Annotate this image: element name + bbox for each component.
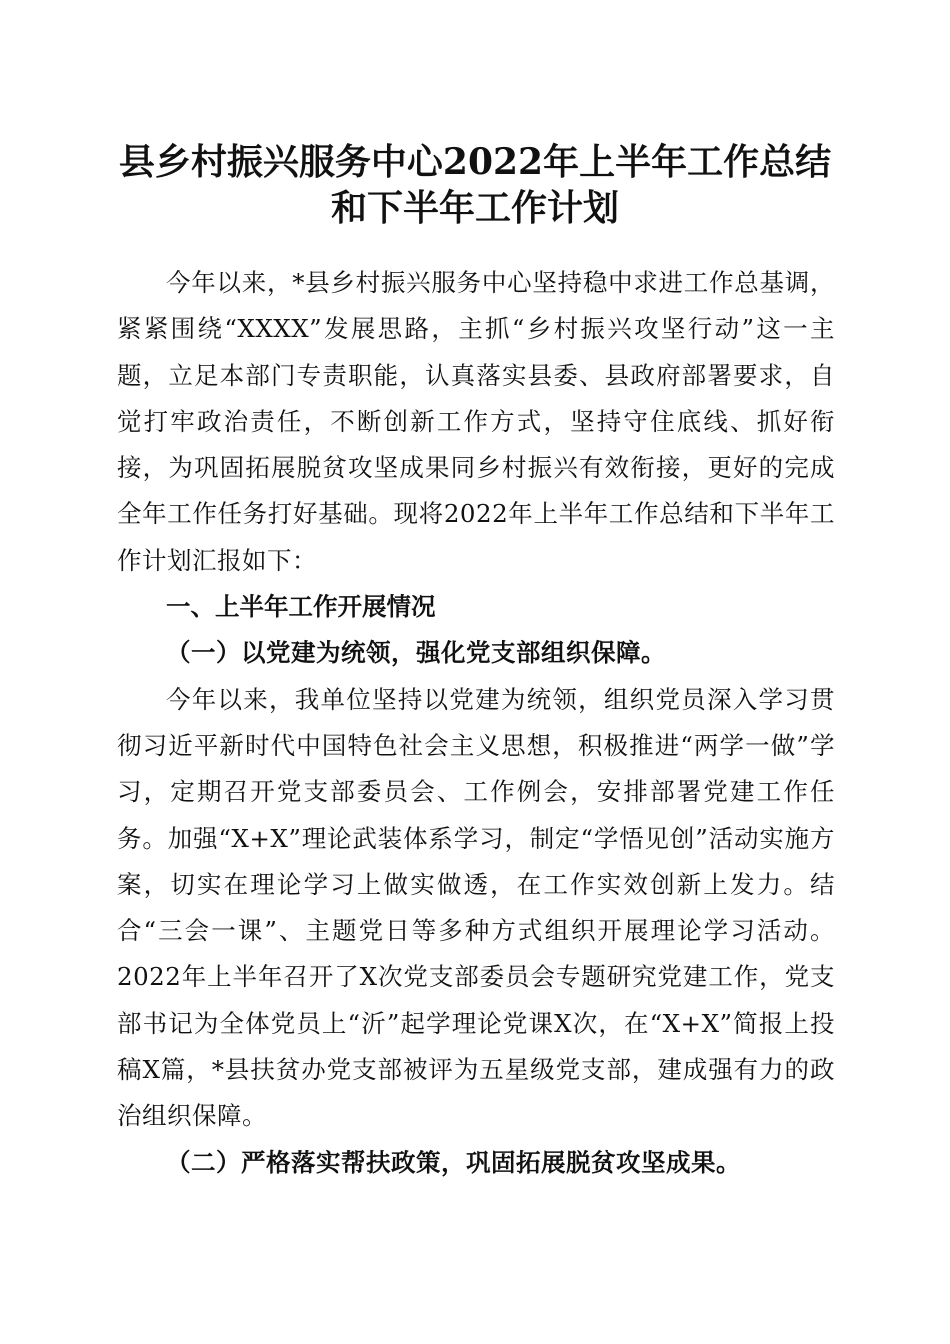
document-body [117,260,835,1186]
subsection-2-heading: （二）严格落实帮扶政策，巩固拓展脱贫攻坚成果。 [166,1147,741,1177]
document-title-line-2: 和下半年工作计划 [330,187,619,229]
document-title-line-1: 县乡村振兴服务中心2022年上半年工作总结 [118,141,832,183]
subsection-1-heading: （一）以党建为统领，强化党支部组织保障。 [166,638,666,668]
section-1-heading: 一、上半年工作开展情况 [166,592,436,622]
subsection-1-paragraph: 今年以来，我单位坚持以党建为统领，组织党员深入学习贯彻习近平新时代中国特色社会主义思想，积极推进“两学一做”学习，定期召开党支部委员会、工作例会，安排部署党建工作任务。加强“X+X”理论武装体系学习，制定“学悟见创”活动实施方案，切实在理论学习上做实做透，在工作实效创新上发力。结合“三会一课”、主题党日等多种方式组织开展理论学习活动。2022年上半年召开了X次党支部委员会专题研究党建工作，党支部书记为全体党员上“沂”起学理论党课X次，在“X+X”简报上投稿X篇，*县扶贫办党支部被评为五星级党支部，建成强有力的政治组织保障。 [117,684,835,1131]
intro-paragraph: 今年以来，*县乡村振兴服务中心坚持稳中求进工作总基调，紧紧围绕“XXXX”发展思路，主抓“乡村振兴攻坚行动”这一主题，立足本部门专责职能，认真落实县委、县政府部署要求，自觉打牢政治责任，不断创新工作方式，坚持守住底线、抓好衔接，为巩固拓展脱贫攻坚成果同乡村振兴有效衔接，更好的完成全年工作任务打好基础。现将2022年上半年工作总结和下半年工作计划汇报如下： [117,268,835,575]
